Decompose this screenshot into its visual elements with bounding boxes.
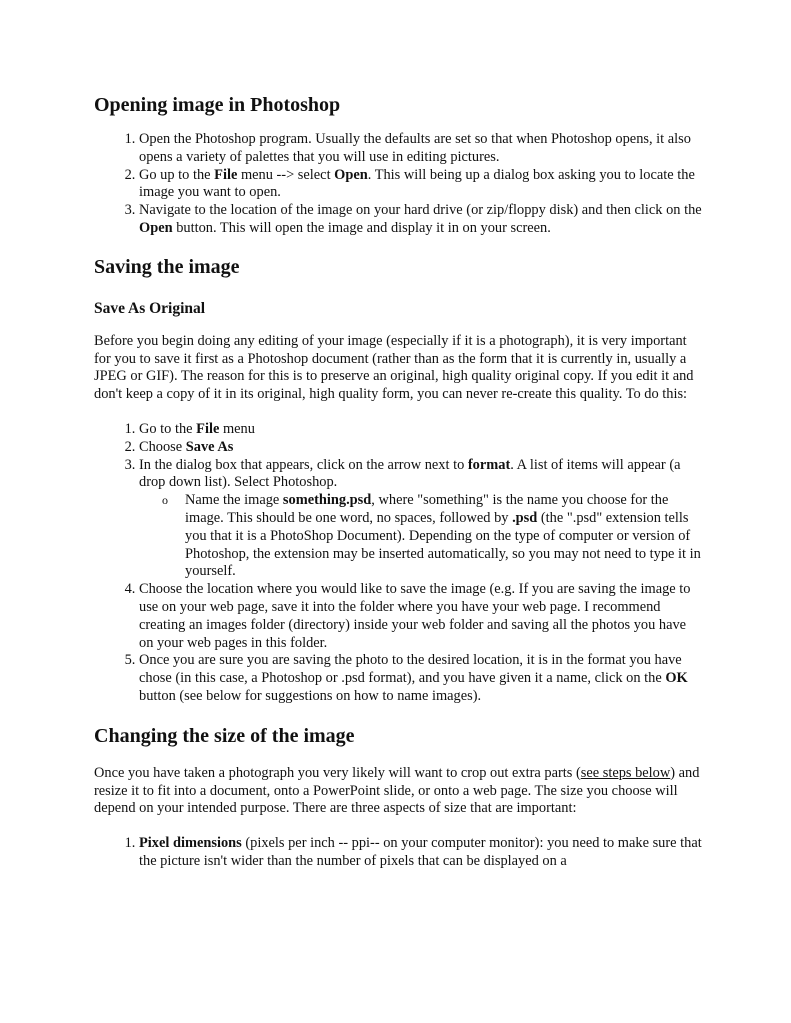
list-item: 1. Pixel dimensions (pixels per inch -- ppi-- on your computer monitor): you need to make sure that the picture isn't wider than the number of pixels that can be displayed on a [139, 835, 704, 871]
see-steps-below-link[interactable]: see steps below [580, 764, 671, 781]
heading-changing-size: Changing the size of the image [94, 724, 355, 747]
heading-opening-image: Opening image in Photoshop [94, 94, 341, 116]
open-steps-list [94, 131, 704, 238]
sub-list [139, 492, 704, 581]
list-item: 1. Go to the File menu [139, 421, 704, 439]
list-item: 3. In the dialog box that appears, click on the arrow next to format. A list of items will appear (a drop down list). Select Photoshop. o Name the image something.psd, where "something" is the name you choose for the image. This should be one word, no spaces, followed by .psd (the ".psd" extension tells you that it is a PhotoShop Document). Depending on the type of computer or version of Photoshop, the extension may be inserted automatically, so you may not need to type it in yourself. [139, 457, 704, 582]
document-page [94, 93, 704, 871]
sub-list-item: o Name the image something.psd, where "something" is the name you choose for the image. This should be one word, no spaces, followed by .psd (the ".psd" extension tells you that it is a PhotoShop Document). Depending on the type of computer or version of Photoshop, the extension may be inserted automatically, so you may not need to type it in yourself. [162, 492, 701, 580]
save-paragraph: Before you begin doing any editing of your image (especially if it is a photograph), it is very important for you to save it first as a Photoshop document (rather than as the form that it is currently in, usually a JPEG or GIF). The reason for this is to preserve an original, high quality original copy. If you edit it and don't keep a copy of it in its original, high quality form, you can never re-create this quality. To do this: [94, 332, 694, 403]
size-aspects-list [94, 835, 704, 871]
save-steps-list [94, 421, 704, 706]
list-item: 2. Go up to the File menu --> select Open. This will being up a dialog box asking you to locate the image you want to open. [139, 167, 704, 203]
list-item: 3. Navigate to the location of the image on your hard drive (or zip/floppy disk) and then click on the Open button. This will open the image and display it in on your screen. [139, 202, 704, 238]
list-item: 1. Open the Photoshop program. Usually the defaults are set so that when Photoshop opens, it also opens a variety of palettes that you will use in editing pictures. [139, 131, 704, 167]
list-item: 4. Choose the location where you would like to save the image (e.g. If you are saving the image to use on your web page, save it into the folder where you have your web page. I recommend creating an images folder (directory) inside your web folder and saving all the photos you have on your web pages in this folder. [139, 581, 704, 652]
list-item: 2. Choose Save As [139, 439, 704, 457]
subheading-save-as-original: Save As Original [94, 299, 206, 317]
heading-saving-image: Saving the image [94, 255, 240, 278]
circle-bullet-icon: o [162, 493, 168, 508]
size-paragraph: Once you have taken a photograph you very likely will want to crop out extra parts (see steps below) and resize it to fit into a document, onto a PowerPoint slide, or onto a web page. The size you choose will depend on your intended purpose. There are three aspects of size that are important: [94, 764, 700, 817]
list-item: 5. Once you are sure you are saving the photo to the desired location, it is in the format you have chose (in this case, a Photoshop or .psd format), and you have given it a name, click on the OK button (see below for suggestions on how to name images). [139, 652, 704, 705]
